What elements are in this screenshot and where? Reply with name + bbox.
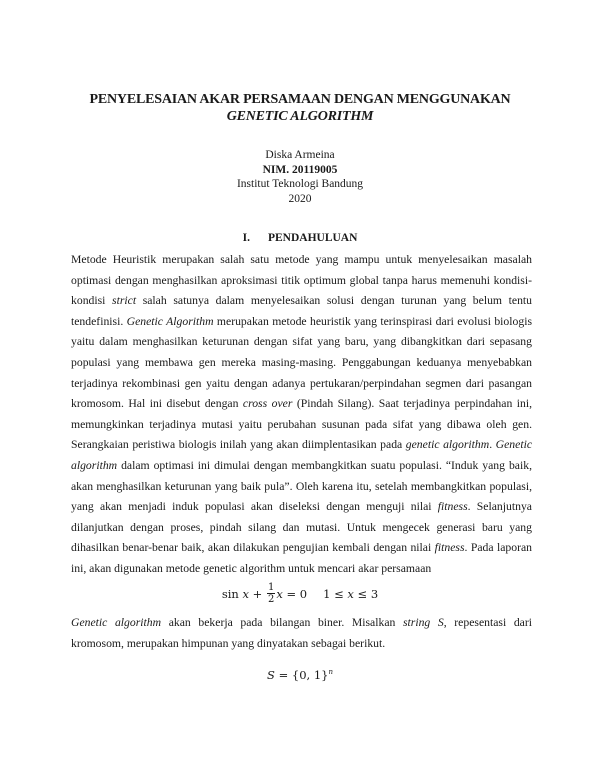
eq-plus: + [252, 586, 263, 601]
text-line: terjadinya rekombinasi gen yaitu dengan adanya pertukaran/perpindahan segmen dari pasangan [71, 376, 532, 390]
text-line: tendefinisi. Genetic Algorithm merupakan metode heuristik yang terinspirasi dari evolusi biologis [71, 314, 533, 328]
section-number: I. [242, 232, 250, 244]
equation-sin-x: sin x + $\frac{1}{2}$ x = 0 1 ≤ x ≤ 3 [221, 582, 379, 605]
section-title: PENDAHULUAN [267, 232, 358, 244]
text-line: Genetic algorithm akan bekerja pada bilangan biner. Misalkan string S, repesentasi dari [71, 616, 533, 629]
title-line-1: PENYELESAIAN AKAR PERSAMAAN DENGAN MENGGUNAKAN [89, 92, 511, 107]
introduction-paragraph [71, 250, 532, 580]
author-name: Diska Armeina [265, 149, 335, 161]
author-institution: Institut Teknologi Bandung [236, 178, 364, 190]
text-line: ini, akan digunakan metode genetic algorithm untuk mencari akar persamaan [71, 561, 432, 575]
eq-constraint-low: 1 [323, 586, 331, 601]
eq-constraint-high: 3 [370, 586, 379, 601]
text-line: akan menghasilkan keturunan yang baik pula”. Oleh karena itu, setelah membangkitkan populasi, [71, 479, 532, 493]
text-line: kondisi strict salah satunya dalam menyelesaikan solusi dengan turunan yang belum tentu [71, 294, 533, 308]
section-heading [0, 231, 600, 245]
eq-func: sin [221, 586, 239, 601]
text-line: memungkinkan terjadinya mutasi yaitu perubahan susunan pada sifat yang dibawa oleh gen. [71, 417, 532, 431]
author-block [0, 148, 600, 206]
equation-string-set: S = {0, 1}$^n$ [267, 668, 333, 682]
text-line: yang akan menjadi induk populasi akan diseleksi dengan menguji nilai fitness. Selanjutnya [71, 500, 532, 514]
eq-rhs: 0 [299, 586, 308, 601]
publication-year: 2020 [288, 192, 312, 205]
text-line: yaitu dalam menghasilkan keturunan dengan sifat yang baru, yang dibangkitkan dari sepasang [71, 335, 532, 349]
binary-representation-paragraph [71, 613, 532, 654]
text-line: populasi yang membawa gen mereka masing-masing. Penggabungan keduanya menyebabkan [71, 355, 532, 369]
text-line: kromosom, merupakan himpunan yang dinyatakan sebagai berikut. [71, 636, 386, 650]
eq-var: x [242, 586, 249, 601]
text-line: algorithm dalam optimasi ini dimulai dengan membangkitkan suatu populasi. “Induk yang baik, [71, 458, 532, 472]
text-line: dihasilkan benar-benar baik, akan dilakukan pengujian kembali dengan nilai fitness. Pada laporan [71, 541, 532, 555]
paper-title [0, 91, 600, 125]
text-line: Serangkaian peristiwa biologis inilah yang akan diimplentasikan pada genetic algorithm. Genetic [71, 438, 533, 452]
text-line: dilanjutkan dengan proses, pindah silang dan mutasi. Untuk mengecek generasi baru yang [71, 520, 532, 534]
text-line: Metode Heuristik merupakan salah satu metode yang mampu untuk menyelesaikan masalah [71, 253, 532, 266]
eq-equals: = [286, 586, 297, 601]
eq-fraction: $\frac{1}{2}$ [267, 582, 275, 605]
title-line-2: GENETIC ALGORITHM [226, 109, 374, 124]
text-line: kromosom. Hal ini disebut dengan cross over (Pindah Silang). Saat terjadinya perpindahan ini, [71, 397, 532, 411]
author-nim: NIM. 20119005 [262, 163, 338, 176]
eq-var: x [276, 586, 283, 601]
text-line: optimasi dengan menghasilkan aproksimasi titik optimum global tanpa harus memenuhi kondisi- [71, 273, 532, 287]
